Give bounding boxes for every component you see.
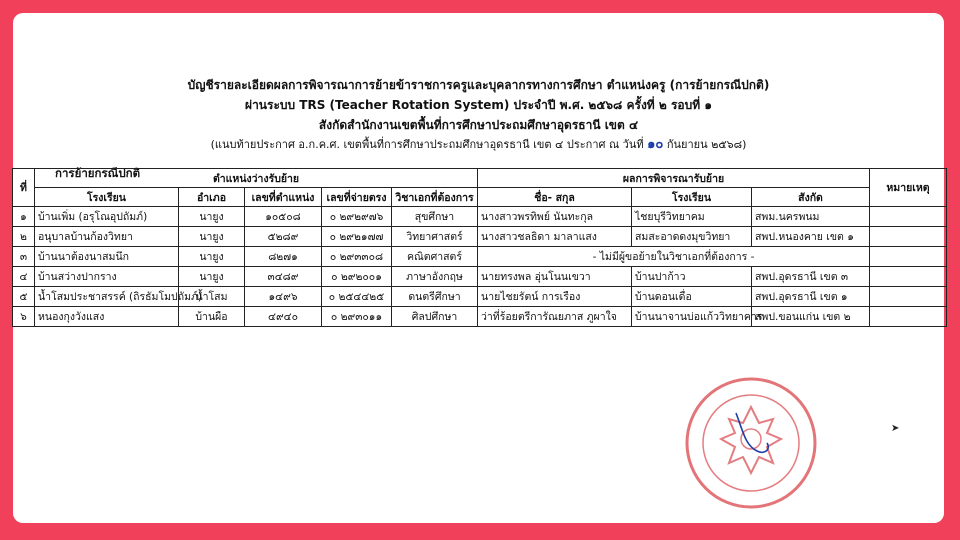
row-major: สุขศึกษา <box>392 207 478 227</box>
row-note <box>870 207 947 227</box>
title-line-1: บัญชีรายละเอียดผลการพิจารณาการย้ายข้าราชการครูและบุคลากรทางการศึกษา ตำแหน่งครู (การย้ายกรณีปกติ) <box>187 78 770 92</box>
row-pay-no: ๐ ๒๙๒๐๐๑ <box>322 267 392 287</box>
row-name: นายทรงพล อุ่นโนนเขวา <box>478 267 632 287</box>
col-agency: สังกัด <box>752 188 870 207</box>
row-district: นายูง <box>179 247 245 267</box>
row-no: ๖ <box>13 307 35 327</box>
row-major: คณิตศาสตร์ <box>392 247 478 267</box>
title-line-4 <box>13 135 944 155</box>
row-agency: สพป.อุดรธานี เขต ๑ <box>752 287 870 307</box>
title-line-2: ผ่านระบบ TRS (Teacher Rotation System) ประจำปี พ.ศ. ๒๕๖๘ ครั้งที่ ๒ รอบที่ ๑ <box>245 98 712 112</box>
row-pay-no: ๐ ๒๕๔๔๒๕ <box>322 287 392 307</box>
table-row <box>13 207 947 227</box>
group-result: ผลการพิจารณารับย้าย <box>478 169 870 188</box>
group-vacancy: ตำแหน่งว่างรับย้าย <box>35 169 478 188</box>
announcement-prefix: (แนบท้ายประกาศ อ.ก.ค.ศ. เขตพื้นที่การศึกษาประถมศึกษาอุดรธานี เขต ๔ ประกาศ ณ วันที่ <box>210 138 644 151</box>
row-agency: สพป.ขอนแก่น เขต ๒ <box>752 307 870 327</box>
row-position-no: ๘๒๗๑ <box>245 247 322 267</box>
row-note <box>870 307 947 327</box>
row-name: ว่าที่ร้อยตรีการัณยภาส ภูผาใจ <box>478 307 632 327</box>
official-seal <box>681 373 821 513</box>
row-position-no: ๕๒๘๙ <box>245 227 322 247</box>
table-row <box>13 307 947 327</box>
row-agency: สพม.นครพนม <box>752 207 870 227</box>
title-line-3: สังกัดสำนักงานเขตพื้นที่การศึกษาประถมศึกษาอุดรธานี เขต ๔ <box>318 118 639 132</box>
row-pay-no: ๐ ๒๙๓๐๑๑ <box>322 307 392 327</box>
row-agency: สพป.อุดรธานี เขต ๓ <box>752 267 870 287</box>
row-major: ดนตรีศึกษา <box>392 287 478 307</box>
row-major: ภาษาอังกฤษ <box>392 267 478 287</box>
announcement-suffix: กันยายน ๒๕๖๘) <box>666 138 747 151</box>
row-position-no: ๓๔๘๙ <box>245 267 322 287</box>
section-label: การย้ายกรณีปกติ <box>55 166 141 180</box>
table-row <box>13 267 947 287</box>
table-row <box>13 287 947 307</box>
col-major: วิชาเอกที่ต้องการ <box>392 188 478 207</box>
col-district: อำเภอ <box>179 188 245 207</box>
row-from-school: สมสะอาดดงมุขวิทยา <box>632 227 752 247</box>
row-position-no: ๑๐๕๐๘ <box>245 207 322 227</box>
row-note <box>870 287 947 307</box>
row-school: บ้านนาต้องนาสมนึก <box>35 247 179 267</box>
row-pay-no: ๐ ๒๙๒๑๗๗ <box>322 227 392 247</box>
row-no: ๑ <box>13 207 35 227</box>
row-from-school: บ้านดอนเดื่อ <box>632 287 752 307</box>
col-position-no: เลขที่ตำแหน่ง <box>245 188 322 207</box>
row-school: อนุบาลบ้านก้องวิทยา <box>35 227 179 247</box>
row-from-school: ไชยบุรีวิทยาคม <box>632 207 752 227</box>
row-position-no: ๑๔๙๖ <box>245 287 322 307</box>
row-note <box>870 247 947 267</box>
row-position-no: ๔๙๔๐ <box>245 307 322 327</box>
row-no: ๕ <box>13 287 35 307</box>
document-header <box>13 75 944 155</box>
col-no: ที่ <box>13 169 35 207</box>
row-major: วิทยาศาสตร์ <box>392 227 478 247</box>
row-note <box>870 227 947 247</box>
row-pay-no: ๐ ๒๙๓๓๐๘ <box>322 247 392 267</box>
row-note <box>870 267 947 287</box>
stray-mark: ➤ <box>891 423 900 434</box>
row-pay-no: ๐ ๒๙๒๙๗๖ <box>322 207 392 227</box>
row-name: นางสาวชลธิดา มาลาแสง <box>478 227 632 247</box>
row-no-applicant: - ไม่มีผู้ขอย้ายในวิชาเอกที่ต้องการ - <box>478 247 870 267</box>
row-no: ๓ <box>13 247 35 267</box>
col-name: ชื่อ- สกุล <box>478 188 632 207</box>
row-major: ศิลปศึกษา <box>392 307 478 327</box>
col-school: โรงเรียน <box>35 188 179 207</box>
row-school: หนองกุงวังแสง <box>35 307 179 327</box>
row-school: บ้านเพิ่ม (อรุโณอุปถัมภ์) <box>35 207 179 227</box>
table-row <box>13 247 947 267</box>
col-pay-no: เลขที่จ่ายตรง <box>322 188 392 207</box>
col-from-school: โรงเรียน <box>632 188 752 207</box>
row-agency: สพป.หนองคาย เขต ๑ <box>752 227 870 247</box>
row-district: บ้านผือ <box>179 307 245 327</box>
announcement-day: ๑๐ <box>647 137 664 152</box>
row-from-school: บ้านปาก้าว <box>632 267 752 287</box>
row-school: บ้านสว่างปากราง <box>35 267 179 287</box>
row-school: น้ำโสมประชาสรรค์ (ถิรธัมโมปถัมภ์) <box>35 287 179 307</box>
row-from-school: บ้านนาจานบ่อแก้ววิทยาคาร <box>632 307 752 327</box>
row-name: นางสาวพรทิพย์ นันทะกุล <box>478 207 632 227</box>
transfer-results-table <box>12 168 947 327</box>
row-district: นายูง <box>179 227 245 247</box>
row-district: นายูง <box>179 207 245 227</box>
row-district: นายูง <box>179 267 245 287</box>
table-row <box>13 227 947 247</box>
row-name: นายไชยรัตน์ การเรือง <box>478 287 632 307</box>
row-no: ๔ <box>13 267 35 287</box>
col-note: หมายเหตุ <box>870 169 947 207</box>
row-no: ๒ <box>13 227 35 247</box>
row-district: น้ำโสม <box>179 287 245 307</box>
